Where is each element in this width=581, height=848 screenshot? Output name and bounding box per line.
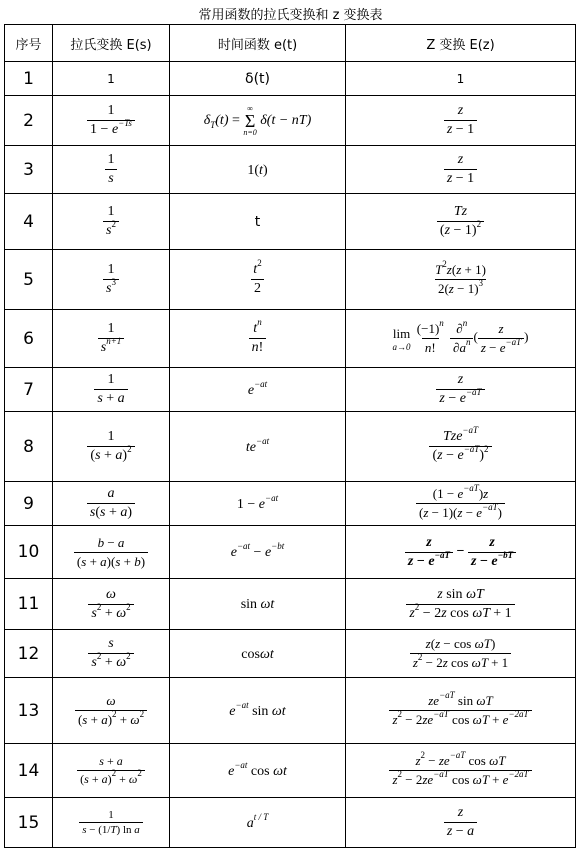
laplace-formula: $\frac{1}{\text{s − (1/T) ln a}}$ [79, 809, 143, 836]
row-index: 2 [5, 96, 53, 146]
header-time-function: 时间函数 e(t) [170, 25, 346, 62]
z-transform-cell [346, 368, 576, 412]
table-row [5, 482, 576, 526]
z-formula: $\frac{z}{z - 1}$ [444, 152, 477, 187]
row-index: 15 [5, 798, 53, 848]
table-row [5, 146, 576, 194]
table-row [5, 678, 576, 744]
time-function-cell [170, 412, 346, 482]
laplace-cell [53, 194, 170, 250]
laplace-formula: $\frac{s + a}{(s + a)^2 + \omega^2}$ [77, 754, 145, 787]
z-formula: $\frac{z}{z - 1}$ [444, 103, 477, 138]
table-row [5, 250, 576, 310]
z-transform-cell [346, 482, 576, 526]
row-index: 14 [5, 744, 53, 798]
time-formula: $e^{-at}$ sin ωt [229, 699, 286, 719]
time-formula: $e^{-at}$ cos ωt [228, 759, 287, 779]
time-formula: $te^{-at}$ [245, 435, 270, 455]
row-index: 3 [5, 146, 53, 194]
row-index: 4 [5, 194, 53, 250]
z-transform-cell [346, 579, 576, 630]
table-row [5, 579, 576, 630]
time-formula: $1 - e^{-at}$ [236, 492, 279, 512]
z-formula: $\frac{z}{z - e^{-aT}}$ − $\frac{z}{z - e^{-bT}}$ [405, 544, 516, 559]
time-formula: $\frac{t^2}{2}$ [250, 262, 264, 297]
laplace-cell [53, 482, 170, 526]
table-row [5, 744, 576, 798]
z-formula: $\frac{Tze^{-aT}}{(z - e^{-aT})^2}$ [429, 429, 491, 464]
laplace-formula: $\frac{\omega}{(s + a)^2 + \omega^2}$ [75, 693, 147, 728]
time-function-cell [170, 630, 346, 678]
table-row [5, 96, 576, 146]
time-function-cell [170, 310, 346, 368]
z-transform-cell [346, 250, 576, 310]
z-formula: $\frac{T^2z(z + 1)}{2(z - 1)^3}$ [435, 259, 486, 296]
laplace-formula: $\frac{1}{s^2}$ [103, 204, 119, 239]
table-row [5, 412, 576, 482]
z-formula: $\frac{\text{z(z − cos ωT)}}{z^2 - 2z \cos \omega T + 1}$ [410, 636, 511, 671]
z-transform-cell [346, 678, 576, 744]
laplace-formula: $\frac{a}{s(s + a)}$ [87, 486, 135, 521]
z-formula: $\frac{z}{z - a}$ [444, 805, 477, 840]
z-transform-cell [346, 62, 576, 96]
transform-table [4, 24, 576, 848]
time-function-cell [170, 744, 346, 798]
table-row [5, 194, 576, 250]
laplace-formula: $\frac{1}{s}$ [105, 152, 118, 187]
row-index: 1 [5, 62, 53, 96]
z-formula: $\frac{ze^{-aT} \sin \omega T}{z^2 - 2ze^{-aT} \cos \omega T + e^{-2aT}}$ [389, 693, 531, 728]
z-formula: $\frac{z}{z - e^{-aT}}$ [436, 372, 484, 407]
table-row [5, 368, 576, 412]
z-formula: $\frac{\text{z sin ωT}}{z^2 - 2z \cos \omega T + 1}$ [406, 587, 514, 622]
time-function-cell [170, 678, 346, 744]
z-transform-cell [346, 310, 576, 368]
z-transform-cell [346, 526, 576, 579]
time-function-cell [170, 368, 346, 412]
row-index: 13 [5, 678, 53, 744]
time-formula: $a^{t / T}$ [246, 811, 269, 831]
laplace-cell [53, 62, 170, 96]
table-row [5, 630, 576, 678]
header-z-transform: Z 变换 E(z) [346, 25, 576, 62]
time-formula: $\frac{t^n}{n!}$ [249, 321, 267, 356]
laplace-formula: $\frac{\omega}{s^2 + \omega^2}$ [88, 587, 133, 622]
row-index: 7 [5, 368, 53, 412]
z-transform-cell [346, 412, 576, 482]
z-formula: $\frac{z^2 - ze^{-aT} \cos \omega T}{z^2 - 2ze^{-aT} \cos \omega T + e^{-2aT}}$ [389, 753, 531, 788]
time-formula: $e^{-at}$ [247, 378, 268, 398]
laplace-formula: $\frac{1}{(s + a)^2}$ [87, 429, 134, 464]
laplace-cell [53, 250, 170, 310]
row-index: 8 [5, 412, 53, 482]
z-transform-cell [346, 744, 576, 798]
row-index: 5 [5, 250, 53, 310]
time-formula: cosωt [241, 646, 274, 662]
laplace-cell [53, 630, 170, 678]
laplace-cell [53, 368, 170, 412]
time-formula: t [254, 213, 261, 230]
laplace-cell [53, 96, 170, 146]
laplace-cell [53, 798, 170, 848]
laplace-cell [53, 412, 170, 482]
laplace-formula: $\frac{1}{s + a}$ [94, 372, 127, 407]
z-formula: $\frac{(1 - e^{-aT})z}{(z - 1)(z - e^{-aT})}$ [416, 486, 505, 521]
time-formula: 1(t) [247, 162, 268, 178]
z-transform-cell [346, 96, 576, 146]
z-formula: lim a→0 $\frac{(-1)^n}{n!}$ $\frac{\partial^n}{\partial a^n}$ ( $\frac{z}{z - e^{-aT}}$ ) [392, 318, 529, 355]
time-function-cell [170, 250, 346, 310]
header-laplace: 拉氏变换 E(s) [53, 25, 170, 62]
row-index: 12 [5, 630, 53, 678]
z-formula: $\frac{Tz}{(z - 1)^2}$ [437, 204, 484, 239]
time-function-cell [170, 579, 346, 630]
time-function-cell [170, 62, 346, 96]
laplace-cell [53, 678, 170, 744]
header-index: 序号 [5, 25, 53, 62]
table-row [5, 526, 576, 579]
time-function-cell [170, 194, 346, 250]
z-transform-cell [346, 630, 576, 678]
table-row [5, 62, 576, 96]
laplace-cell [53, 579, 170, 630]
row-index: 11 [5, 579, 53, 630]
laplace-cell [53, 146, 170, 194]
header-row [5, 25, 576, 62]
time-function-cell [170, 146, 346, 194]
laplace-formula: $\frac{1}{1 - e^{-Ts}}$ [87, 103, 135, 138]
time-function-cell [170, 482, 346, 526]
laplace-formula: 1 [107, 71, 115, 86]
z-transform-cell [346, 194, 576, 250]
laplace-cell [53, 526, 170, 579]
z-formula: 1 [456, 71, 465, 86]
time-function-cell [170, 96, 346, 146]
time-formula: $\delta_T(t)$ = ∞ Σ n=0 δ(t − nT) [203, 103, 312, 137]
time-function-cell [170, 798, 346, 848]
row-index: 9 [5, 482, 53, 526]
row-index: 6 [5, 310, 53, 368]
laplace-formula: $\frac{1}{s^3}$ [103, 262, 119, 297]
z-transform-cell [346, 798, 576, 848]
laplace-formula: $\frac{1}{s^{n+1}}$ [98, 321, 125, 356]
time-formula: δ(t) [245, 70, 270, 87]
time-formula: $e^{-at} - e^{-bt}$ [230, 541, 285, 560]
z-transform-cell [346, 146, 576, 194]
laplace-cell [53, 744, 170, 798]
laplace-formula: $\frac{b - a}{(s + a)(s + b)}$ [74, 535, 148, 570]
laplace-formula: $\frac{s}{s^2 + \omega^2}$ [88, 636, 133, 671]
row-index: 10 [5, 526, 53, 579]
laplace-cell [53, 310, 170, 368]
time-function-cell [170, 526, 346, 579]
time-formula: sin ωt [240, 597, 275, 612]
table-row [5, 798, 576, 848]
table-row [5, 310, 576, 368]
page-title: 常用函数的拉氏变换和 z 变换表 [198, 8, 383, 23]
